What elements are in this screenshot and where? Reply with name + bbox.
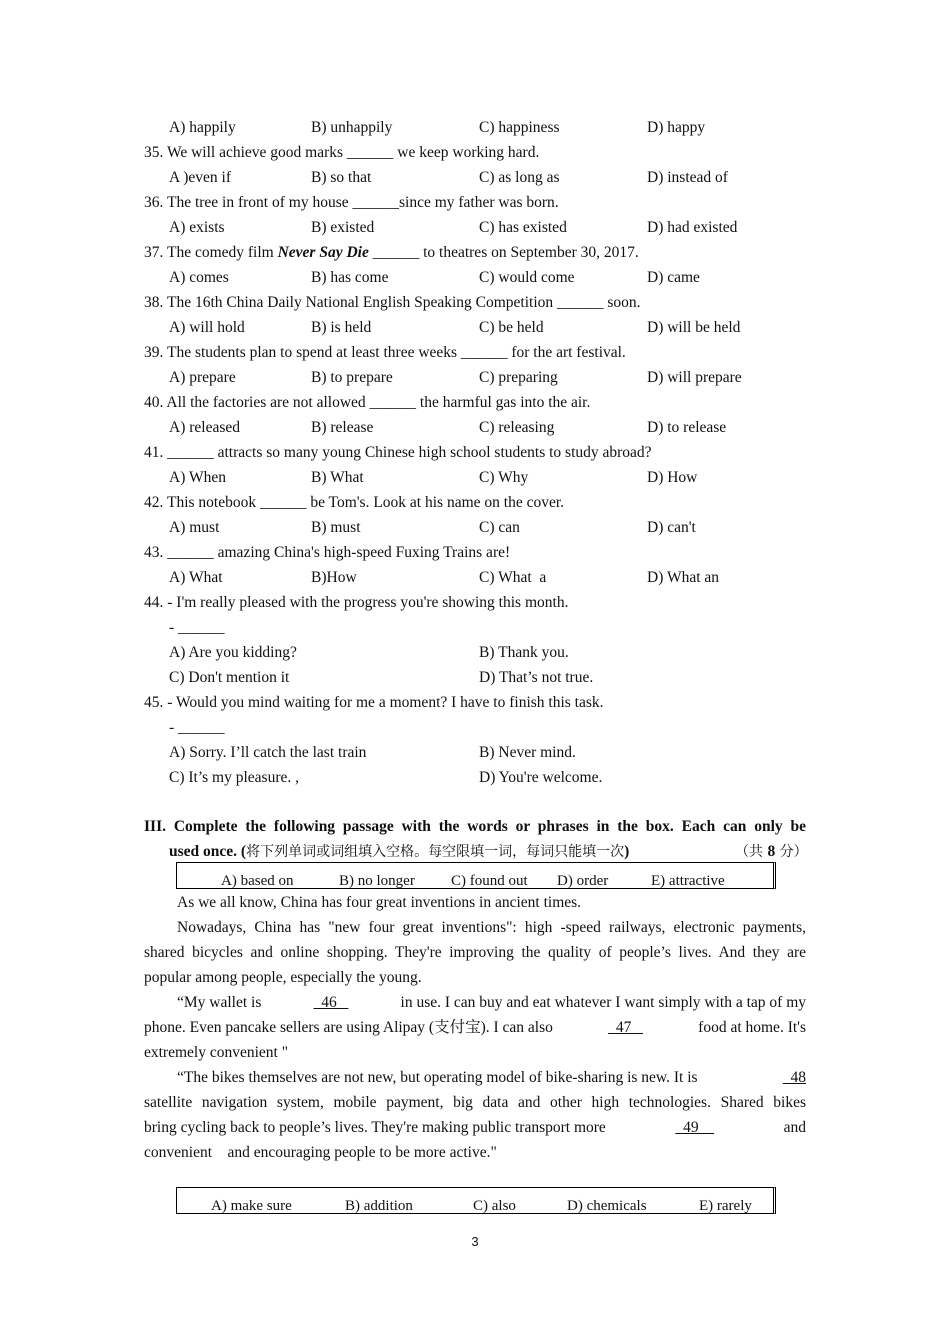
blank-49: 49 [675,1119,715,1136]
p4-text-c: and [783,1119,806,1136]
q44-stem: 44. - I'm really pleased with the progress you're showing this month. [144,594,569,611]
q40-stem: 40. All the factories are not allowed ______ the harmful gas into the air. [144,394,591,411]
q44-option-a: A) Are you kidding? [169,644,297,661]
passage-paragraph-4-line-3 [144,1118,806,1138]
q35-option-b: B) so that [311,169,372,186]
word-box-1-item-b: B) no longer [339,873,415,889]
q44-option-b: B) Thank you. [479,644,569,661]
q45-option-d: D) You're welcome. [479,769,603,786]
section3-heading-line1: III. Complete the following passage with the words or phrases in the box. Each can only be [144,818,806,835]
q45-option-c: C) It’s my pleasure. , [169,769,300,786]
passage-paragraph-4-line-1 [177,1068,806,1088]
section3-heading-used-once: used once. ( [169,843,247,860]
q37-option-c: C) would come [479,269,575,286]
section3-heading-close: ) [624,843,630,860]
q42-stem: 42. This notebook ______ be Tom's. Look at his name on the cover. [144,494,565,511]
passage-paragraph-2-line-3: popular among people, especially the young. [144,969,422,986]
q38-option-d: D) will be held [647,319,741,336]
p4-text-b: bring cycling back to people’s lives. They're making public transport more [144,1119,606,1136]
q40-option-b: B) release [311,419,374,436]
p3-text-b: in use. I can buy and eat whatever I want simply with a tap of my [400,994,806,1011]
passage-paragraph-4-line-2: satellite navigation system, mobile payment, big data and other high technologies. Shared bikes [144,1094,806,1111]
blank-48: 48 [782,1069,806,1086]
passage-paragraph-2-line-2: shared bicycles and online shopping. They're improving the quality of people’s lives. And they are [144,944,806,961]
passage-paragraph-2-line-1: Nowadays, China has "new four great inventions": high -speed railways, electronic payments, [177,919,806,936]
section3-score [735,842,808,862]
q40-option-a: A) released [169,419,240,436]
passage-paragraph-3-line-3: extremely convenient " [144,1044,289,1061]
q40-option-d: D) to release [647,419,727,436]
q43-option-b: B)How [311,569,357,586]
q36-option-a: A) exists [169,219,225,236]
page-number: 3 [471,1234,479,1249]
score-prefix: （共 [735,844,768,860]
q45-option-b: B) Never mind. [479,744,576,761]
q36-option-c: C) has existed [479,219,567,236]
q44-option-d: D) That’s not true. [479,669,594,686]
blank-47: 47 [608,1019,643,1036]
word-box-2-item-b: B) addition [345,1198,413,1214]
passage-paragraph-1: As we all know, China has four great inventions in ancient times. [177,894,582,911]
score-suffix: 分） [775,844,808,860]
q45-option-a: A) Sorry. I’ll catch the last train [169,744,367,761]
word-box-2-item-e: E) rarely [699,1198,752,1214]
q38-stem: 38. The 16th China Daily National English Speaking Competition ______ soon. [144,294,641,311]
q37-film-title: Never Say Die [277,244,369,261]
q35-stem: 35. We will achieve good marks ______ we keep working hard. [144,144,540,161]
q42-option-d: D) can't [647,519,696,536]
word-box-1-item-e: E) attractive [651,873,725,889]
q37-stem-pre: 37. The comedy film [144,244,278,261]
q35-option-a: A )even if [169,169,231,186]
q39-option-b: B) to prepare [311,369,393,386]
word-box-2-item-d: D) chemicals [567,1198,647,1214]
q38-option-b: B) is held [311,319,372,336]
q34-option-c: C) happiness [479,119,560,136]
q43-option-d: D) What an [647,569,720,586]
passage-paragraph-4-line-4: convenient and encouraging people to be more active." [144,1144,497,1161]
p3-text-d: food at home. It's [698,1019,806,1036]
q43-option-a: A) What [169,569,223,586]
word-box-2-item-a: A) make sure [211,1198,292,1214]
score-number: 8 [767,843,776,860]
q37-stem-post: ______ to theatres on September 30, 2017. [368,244,639,261]
q38-option-a: A) will hold [169,319,245,336]
q41-option-b: B) What [311,469,364,486]
q36-option-b: B) existed [311,219,375,236]
q42-option-b: B) must [311,519,361,536]
q34-option-d: D) happy [647,119,706,136]
q39-option-a: A) prepare [169,369,236,386]
p3-text-a: “My wallet is [177,994,262,1011]
q35-option-c: C) as long as [479,169,560,186]
q34-option-b: B) unhappily [311,119,393,136]
q37-option-d: D) came [647,269,700,286]
q41-option-a: A) When [169,469,226,486]
q37-option-b: B) has come [311,269,389,286]
p4-text-a: “The bikes themselves are not new, but operating model of bike-sharing is new. It is [177,1069,698,1086]
q43-stem: 43. ______ amazing China's high-speed Fuxing Trains are! [144,544,511,561]
q39-stem: 39. The students plan to spend at least three weeks ______ for the art festival. [144,344,626,361]
q38-option-c: C) be held [479,319,544,336]
q36-option-d: D) had existed [647,219,738,236]
q45-reply-blank: - ______ [169,719,225,736]
q44-reply-blank: - ______ [169,619,225,636]
word-box-1-item-a: A) based on [221,873,294,889]
word-box-1-item-c: C) found out [451,873,528,889]
q35-option-d: D) instead of [647,169,728,186]
q34-option-a: A) happily [169,119,236,136]
q36-stem: 36. The tree in front of my house ______since my father was born. [144,194,559,211]
passage-paragraph-3-line-2 [144,1018,806,1038]
q42-option-a: A) must [169,519,220,536]
q43-option-c: C) What a [479,569,547,586]
q39-option-d: D) will prepare [647,369,742,386]
word-box-1-item-d: D) order [557,873,609,889]
q41-option-c: C) Why [479,469,529,486]
q40-option-c: C) releasing [479,419,555,436]
q42-option-c: C) can [479,519,520,536]
q39-option-c: C) preparing [479,369,558,386]
q41-option-d: D) How [647,469,698,486]
section3-heading-line2 [169,842,629,862]
passage-paragraph-3-line-1 [177,993,806,1013]
blank-46: 46 [313,994,349,1011]
q44-option-c: C) Don't mention it [169,669,290,686]
q45-stem: 45. - Would you mind waiting for me a moment? I have to finish this task. [144,694,604,711]
q37-stem [144,243,639,263]
q41-stem: 41. ______ attracts so many young Chinese high school students to study abroad? [144,444,652,461]
p3-text-c: phone. Even pancake sellers are using Alipay (支付宝). I can also [144,1019,553,1036]
word-box-2-item-c: C) also [473,1198,516,1214]
section3-heading-chinese: 将下列单词或词组填入空格。每空限填一词，每词只能填一次 [246,844,625,860]
q37-option-a: A) comes [169,269,229,286]
